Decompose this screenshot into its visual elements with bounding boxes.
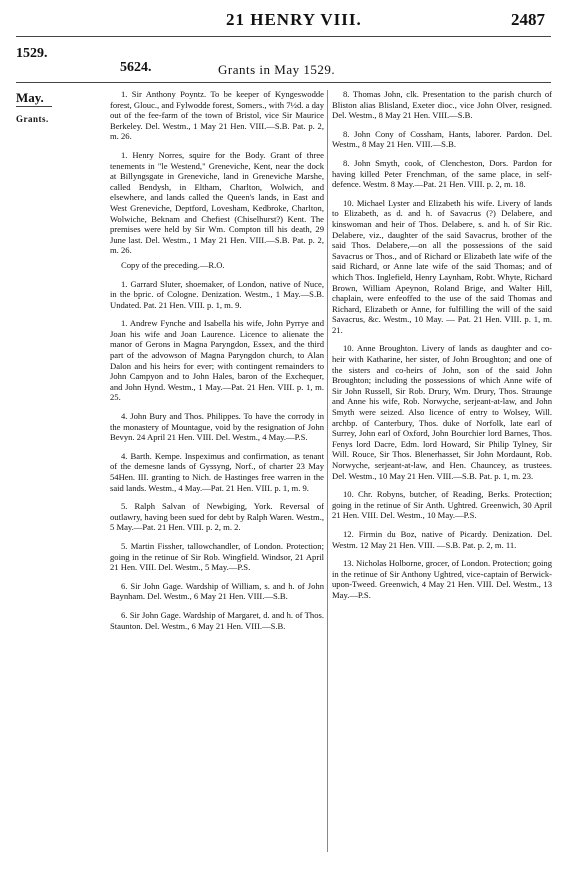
section-rule bbox=[16, 82, 551, 83]
grant-entry: 5. Martin Fissher, tallowchandler, of London. Protection; going in the retinue of Sir Rob. Wingfield. Windsor, 21 April 21 Hen. VIII. Del. Westm., 5 May.—P.S. bbox=[110, 540, 324, 573]
running-header bbox=[0, 0, 567, 36]
margin-rule bbox=[16, 106, 52, 107]
copy-note: Copy of the preceding.—R.O. bbox=[121, 259, 225, 270]
grant-entry: 4. Barth. Kempe. Inspeximus and confirmation, as tenant of the demesne lands of Gyssyng, Norf., of charter 23 May 54Hen. III. granting to Nich. de Hastinges free warren in the said lands. Westm., 4 May.—Pat. 21 Hen. VIII. p. 1, m. 9. bbox=[110, 450, 324, 493]
grant-entry: 10. Michael Lyster and Elizabeth his wife. Livery of lands to Elizabeth, as d. and h. of Savacrus (?) Delabere, and kinswoman and heir of Thos. Delabere, s. and h. of Sir Ric. Delabere, viz., daughter of the said Savacrus, brother of the said Thos. Delabere,—on all the possessions of the said Savacrus or Thos., and of Richard or Elizabeth late wife of the said Richard, or Anne late wife of the said Thomas; and of which Thos. Inglefield, Henry Laynham, Robt. Whyte, Richard Brown, William Apeynon, Roland Brige, and Walter Hill, chaplain, were enfeoffed to the use of the said Thomas and Richard, Elizabeth or Anne, for fulfilling the will of the said Savacrus, &c. Westm., 10 May. — Pat. 21 Hen. VIII. p. 1, m. 21. bbox=[332, 197, 552, 335]
section-title: Grants in May 1529. bbox=[218, 62, 336, 77]
grant-entry: 6. Sir John Gage. Wardship of Margaret, d. and h. of Thos. Staunton. Del. Westm., 6 May 21 Hen. VIII.—S.B. bbox=[110, 609, 324, 631]
header-rule bbox=[16, 36, 551, 37]
grant-entry: 4. John Bury and Thos. Philippes. To have the corrody in the monastery of Mountague, void by the resignation of John Bevyn. 24 April 21 Hen. VIII. Del. Westm., 4 May.—P.S. bbox=[110, 411, 324, 443]
grant-entry: 13. Nicholas Holborne, grocer, of London. Protection; going in the retinue of Sir Anthony Ughtred, vice-captain of Berwick-upon-Tweed. Greenwich, 4 May 21 Hen. VIII. Del. Westm., 13 May.—P.S. bbox=[332, 558, 552, 600]
year-label: 1529. bbox=[16, 46, 48, 61]
grant-entry: 10. Anne Broughton. Livery of lands as daughter and co-heir with Katharine, her sister, of John Broughton; and one of the sisters and co-heirs of John, son of the said John Broughton; including the possessions of which Anne wife of Sir John Russell, Sir Rob. Drury, Wm. Drury, Thos. Straunge and Anne his wife, Rob. Norwyche, serjeant-at-law, and John Smyth were seized. Also licence of entry to Wolsey, Will. archbp. of Canterbury, Thos. duke of Norfolk, late earl of Surrey, John earl of Oxford, John Bourchier lord Barnes, Thos. Fenys lord Dacre, Edm. lord Howard, Sir Philip Tylney, Sir Will. Rouce, Sir Thos. Blenerhasset, Sir John Mordaunt, Rob. Norwyche, serjeant-at-law, and Hen. Chauncey, as trustees. Del. Westm., 10 May 21 Hen. VIII.—S.B. Pat. p. 1, m. 23. bbox=[332, 343, 552, 481]
page-number: 2487 bbox=[511, 10, 545, 29]
grant-entry: 6. Sir John Gage. Wardship of William, s. and h. of John Baynham. Del. Westm., 6 May 21 Hen. VIII.—S.B. bbox=[110, 580, 324, 602]
grant-entry: 1. Andrew Fynche and Isabella his wife, John Pyrrye and Joan his wife and Joan Laurence. Licence to alienate the manor of Gerons in Magna Paryngdon, Essex, and the third part of the advowson of Magna Paryngdon church, to Alan Dalon and his heirs for ever; with contingent remainders to John Campyon and to John Hales, baron of the Exchequer, and John Hynd. Westm., 1 May.—Pat. 21 Hen. VIII. p. 1, m. 25. bbox=[110, 318, 324, 403]
left-column bbox=[110, 89, 324, 639]
margin-grants-label: Grants. bbox=[16, 114, 49, 124]
right-column bbox=[332, 89, 552, 609]
grant-entry: 1. Garrard Sluter, shoemaker, of London, native of Nuce, in the bpric. of Cologne. Denization. Westm., 1 May.—S.B. Undated. Pat. 21 Hen. VIII. p. 1, m. 9. bbox=[110, 278, 324, 310]
section-number: 5624. bbox=[120, 60, 152, 75]
running-title: 21 HENRY VIII. bbox=[226, 10, 362, 29]
grant-entry: 1. Sir Anthony Poyntz. To be keeper of Kyngeswodde forest, Glouc., and Fylwodde forest, Somers., with 7½d. a day out of the fee-farm of the town of Bristol, vice Sir Maurice Berkeley. Del. Westm., 1 May 21 Hen. VIII.—S.B. Pat. p. 2, m. 26. bbox=[110, 89, 324, 142]
grant-entry: 10. Chr. Robyns, butcher, of Reading, Berks. Protection; going in the retinue of Sir Anth. Ughtred. Greenwich, 30 April 21 Hen. VIII. Del. Westm., 10 May.—P.S. bbox=[332, 489, 552, 521]
column-divider bbox=[327, 90, 328, 852]
grant-entry: 8. John Cony of Cossham, Hants, laborer. Pardon. Del. Westm., 8 May 21 Hen. VIII.—S.B. bbox=[332, 128, 552, 150]
margin-month: May. bbox=[16, 90, 44, 105]
grant-entry: 1. Henry Norres, squire for the Body. Grant of three tenements in "le Westend," Greneviche, Kent, near the dock at Billyngsgate in Greneviche, land in Greneviche Marshe, called Bendysh, in Eltham, Charlton, Wolwich, and elsewhere, and lands called the Queen's lands, in East and West Greneviche, Deptford, Lovesham, Kedbroke, Charlton, Wolwiche, Beknam and Chefiest (Chiselhurst?) Kent. The premises were held by Sir Wm. Compton till his death, 29 June last. Del. Westm., 1 May 21 Hen. VIII.—S.B. Pat. p. 2, m. 26. bbox=[110, 149, 324, 256]
grant-entry: 8. John Smyth, cook, of Clencheston, Dors. Pardon for having killed Peter Frenchman, of the same place, in self-defence. Westm. 8 May.—Pat. 21 Hen. VIII. p. 2, m. 18. bbox=[332, 157, 552, 190]
grant-entry: 8. Thomas John, clk. Presentation to the parish church of Bliston alias Blisland, Exeter dioc., vice John Olver, resigned. Del. Westm., 8 May 21 Hen. VIII.—S.B. bbox=[332, 89, 552, 121]
grant-entry: 12. Firmin du Boz, native of Picardy. Denization. Del. Westm. 12 May 21 Hen. VIII. —S.B. Pat. p. 2, m. 11. bbox=[332, 528, 552, 550]
grant-entry: 5. Ralph Salvan of Newbiging, York. Reversal of outlawry, having been sued for debt by Ralph Waren. Westm., 5 May.—Pat. 21 Hen. VIII. p. 2, m. 2. bbox=[110, 501, 324, 533]
